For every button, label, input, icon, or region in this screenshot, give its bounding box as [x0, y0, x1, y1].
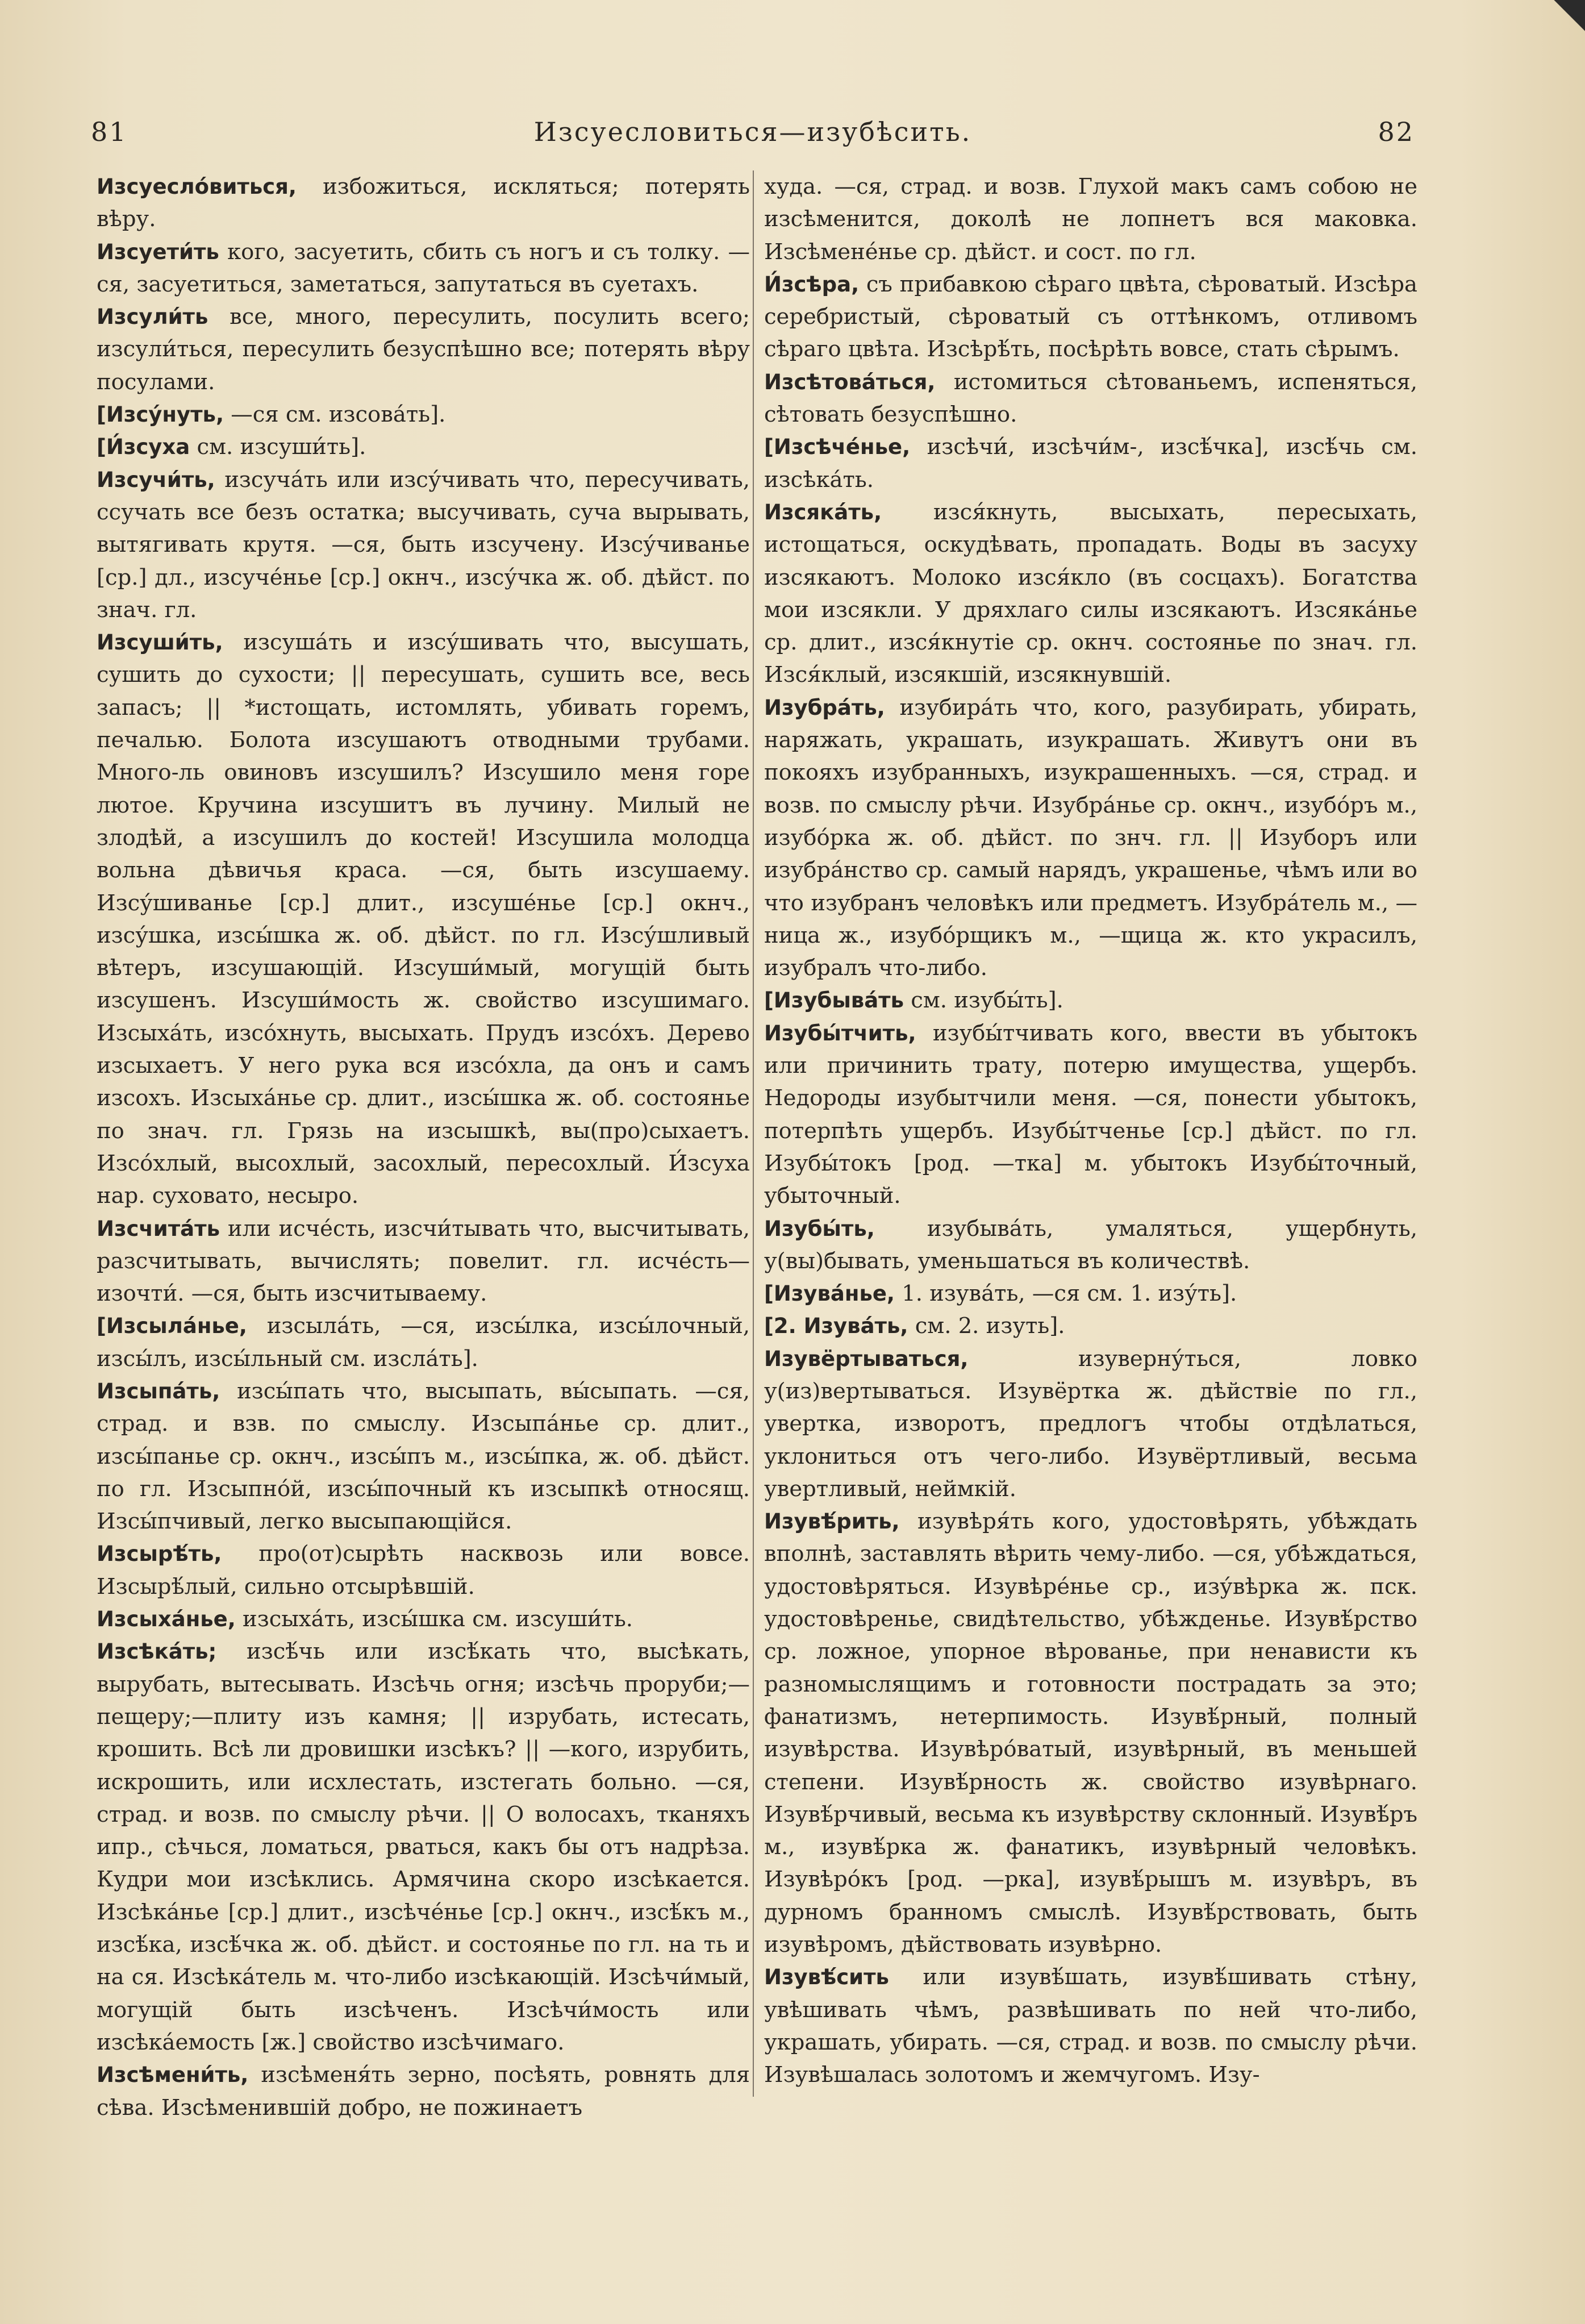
entry-headword: Изсѣмени́ть, [97, 2063, 249, 2088]
entry-headword: Изубы́ть, [764, 1216, 875, 1241]
dictionary-entry [764, 1310, 1417, 1342]
entry-headword: [Изува́нье, [764, 1281, 895, 1306]
dictionary-entry [97, 1375, 750, 1538]
entry-headword: Изувёртываться, [764, 1346, 969, 1371]
entry-definition: или исче́сть, изсчи́тывать что, высчитывать, разсчитывать, вычислять; повелит. гл. исче́сть—изочти́. —ся, быть изсчитываему. [97, 1215, 750, 1307]
dictionary-entry [764, 1277, 1417, 1310]
entry-headword: Изсуши́ть, [97, 630, 223, 655]
dictionary-entry [97, 1635, 750, 2059]
entry-headword: [2. Изува́ть, [764, 1314, 908, 1339]
entry-headword: [Изсу́нуть, [97, 402, 224, 427]
dictionary-entry [764, 170, 1417, 268]
entry-definition: изувѣря́ть кого, удостовѣрять, убѣждать вполнѣ, заставлять вѣрить чему-либо. —ся, убѣждаться, удостовѣряться. Изувѣре́нье ср., изу́вѣрка ж. пск. удостовѣренье, свидѣтельство, убѣжденье. Изувѣ́рство ср. ложное, упорное вѣрованье, при ненависти къ разномыслящимъ и готовности пострадать за это; фанатизмъ, нетерпимость. Изувѣ́рный, полный изувѣрства. Изувѣро́ватый, изувѣрный, въ меньшей степени. Изувѣ́рность ж. свойство изувѣрнаго. Изувѣ́рчивый, весьма къ изувѣрству склонный. Изувѣ́ръ м., изувѣ́рка ж. фанатикъ, изувѣрный человѣкъ. Изувѣро́къ [род. —рка], изувѣ́рышъ м. изувѣръ, въ дурномъ бранномъ смыслѣ. Изувѣ́рствовать, быть изувѣромъ, дѣйствовать изувѣрно. [764, 1509, 1417, 1958]
entry-headword: Изсыха́нье, [97, 1607, 236, 1632]
page-header [91, 116, 1415, 162]
entry-headword: Изсуети́ть [97, 239, 219, 264]
dictionary-entry [764, 1961, 1417, 2091]
entry-headword: И́зсѣра, [764, 272, 860, 297]
entry-definition: —ся см. изсова́ть]. [224, 402, 446, 428]
dictionary-entry [97, 626, 750, 1212]
dictionary-entry [97, 1603, 750, 1635]
entry-definition: изсуша́ть и изсу́шивать что, высушать, сушить до сухости; || пересушать, сушить все, весь запасъ; || *истощать, истомлять, убивать горемъ, печалью. Болота изсушаютъ отводными трубами. Много-ль овиновъ изсушилъ? Изсушило меня горе лютое. Кручина изсушитъ въ лучину. Милый не злодѣй, а изсушилъ до костей! Изсушила молодца вольна дѣвичья краса. —ся, быть изсушаему. Изсу́шиванье [ср.] длит., изсуше́нье [ср.] окнч., изсу́шка, изсы́шка ж. об. дѣйст. по гл. Изсу́шливый вѣтеръ, изсушающій. Изсуши́мый, могущій быть изсушенъ. Изсуши́мость ж. свойство изсушимаго. Изсыха́ть, изсо́хнуть, высыхать. Прудъ изсо́хъ. Дерево изсыхаетъ. У него рука вся изсо́хла, да онъ и самъ изсохъ. Изсыха́нье ср. длит., изсы́шка ж. об. состоянье по знач. гл. Грязь на изсышкѣ, вы(про)сыхаетъ. Изсо́хлый, высохлый, засохлый, пересохлый. И́зсуха нар. суховато, несыро. [97, 630, 750, 1209]
entry-definition: изубы́тчивать кого, ввести въ убытокъ или причинить трату, потерю имущества, ущербъ. Недороды изубытчили меня. —ся, понести убытокъ, потерпѣть ущербъ. Изубы́тченье [ср.] дѣйст. по гл. Изубы́токъ [род. —тка] м. убытокъ Изубы́точный, убыточный. [764, 1020, 1417, 1209]
dictionary-entry [764, 268, 1417, 366]
entry-definition: изсы́пать что, высыпать, вы́сыпать. —ся, страд. и взв. по смыслу. Изсыпа́нье ср. длит., изсы́панье ср. окнч., изсы́пъ м., изсы́пка, ж. об. дѣйст. по гл. Изсыпно́й, изсы́почный къ изсыпкѣ относящ. Изсы́пчивый, легко высыпающійся. [97, 1378, 750, 1535]
entry-definition: про(от)сырѣть насквозь или вовсе. Изсырѣ́лый, сильно отсырѣвшій. [97, 1541, 750, 1600]
entry-definition: кого, засуетить, сбить съ ногъ и съ толку. —ся, засуетиться, заметаться, запутаться въ суетахъ. [97, 239, 750, 297]
entry-headword: [Изсѣче́нье, [764, 435, 911, 460]
dictionary-entry [764, 1213, 1417, 1278]
entry-headword: [Изубыва́ть [764, 988, 904, 1013]
entry-headword: Изувѣ́сить [764, 1965, 889, 1990]
page-number-left: 81 [91, 116, 128, 147]
entry-definition: истомиться сѣтованьемъ, испеняться, сѣтовать безуспѣшно. [764, 369, 1417, 428]
entry-definition: изся́кнуть, высыхать, пересыхать, истощаться, оскудѣвать, пропадать. Воды въ засуху изсякаютъ. Молоко изся́кло (въ сосцахъ). Богатства мои изсякли. У дряхлаго силы изсякаютъ. Изсяка́нье ср. длит., изся́кнутіе ср. окнч. состоянье по знач. гл. Изся́клый, изсякшій, изсякнувшій. [764, 499, 1417, 688]
entry-definition: см. 2. изуть]. [908, 1313, 1065, 1339]
entry-definition: изуверну́ться, ловко у(из)вертываться. Изувёртка ж. дѣйствіе по гл., увертка, изворотъ, предлогъ чтобы отдѣлаться, уклониться отъ чего-либо. Изувёртливый, весьма увертливый, неймкій. [764, 1346, 1417, 1502]
entry-definition: изсыла́ть, —ся, изсы́лка, изсы́лочный, изсы́лъ, изсы́льный см. изсла́ть]. [97, 1313, 750, 1372]
dictionary-entry [764, 1017, 1417, 1213]
entry-headword: [Изсыла́нье, [97, 1314, 247, 1339]
left-column [97, 170, 750, 2290]
running-title: Изсуесловиться—изубѣсить. [533, 116, 972, 147]
entry-headword: [И́зсуха [97, 435, 190, 460]
entry-definition: съ прибавкою сѣраго цвѣта, сѣроватый. Изсѣра серебристый, сѣроватый съ оттѣнкомъ, отливомъ сѣраго цвѣта. Изсѣрѣ́ть, посѣрѣть вовсе, стать сѣрымъ. [764, 271, 1417, 363]
dictionary-entry [97, 1213, 750, 1310]
entry-definition: 1. изува́ть, —ся см. 1. изу́ть]. [895, 1281, 1237, 1307]
dictionary-entry [764, 431, 1417, 496]
entry-headword: Изсули́ть [97, 305, 208, 330]
dictionary-entry [764, 496, 1417, 692]
entry-definition: изсѣчи́, изсѣчи́м-, изсѣ́чка], изсѣ́чь см. изсѣка́ть. [764, 434, 1417, 493]
page-corner-mark [1551, 0, 1585, 34]
dictionary-entry [97, 398, 750, 431]
entry-headword: Изсчита́ть [97, 1216, 220, 1241]
dictionary-entry [764, 1505, 1417, 1961]
entry-headword: Изсуесло́виться, [97, 174, 297, 199]
dictionary-entry [764, 366, 1417, 431]
entry-headword: Изсѣтова́ться, [764, 369, 936, 394]
entry-headword: Изубра́ть, [764, 695, 885, 720]
dictionary-entry [764, 984, 1417, 1017]
entry-headword: Изсѣка́ть; [97, 1639, 217, 1664]
entry-definition: изсѣ́чь или изсѣ́кать что, высѣкать, вырубать, вытесывать. Изсѣчь огня; изсѣчь проруби;—пещеру;—плиту изъ камня; || изрубать, истесать, крошить. Всѣ ли дровишки изсѣкъ? || —кого, изрубить, искрошить, или исхлестать, изстегать больно. —ся, страд. и возв. по смыслу рѣчи. || О волосахъ, тканяхъ ипр., сѣчься, ломаться, рваться, какъ бы отъ надрѣза. Кудри мои изсѣклись. Армячина скоро изсѣкается. Изсѣка́нье [ср.] длит., изсѣче́нье [ср.] окнч., изсѣ́къ м., изсѣ́ка, изсѣ́чка ж. об. дѣйст. и состоянье по гл. на ть и на ся. Изсѣка́тель м. что-либо изсѣкающій. Изсѣчи́мый, могущій быть изсѣченъ. Изсѣчи́мость или изсѣка́емость [ж.] свойство изсѣчимаго. [97, 1639, 750, 2055]
entry-headword: Изсяка́ть, [764, 499, 882, 524]
dictionary-entry [97, 464, 750, 626]
dictionary-entry [97, 2059, 750, 2124]
entry-definition: см. изубы́ть]. [904, 988, 1063, 1014]
entry-definition: изубира́ть что, кого, разубирать, убирать, наряжать, украшать, изукрашать. Живутъ они въ покояхъ изубранныхъ, изукрашенныхъ. —ся, страд. и возв. по смыслу рѣчи. Изубра́нье ср. окнч., изубо́ръ м., изубо́рка ж. об. дѣйст. по знч. гл. || Изуборъ или изубра́нство ср. самый нарядъ, украшенье, чѣмъ или во что изубранъ человѣкъ или предметъ. Изубра́тель м., —ница ж., изубо́рщикъ м., —щица ж. кто украсилъ, изубралъ что-либо. [764, 694, 1417, 981]
entry-headword: Изсыпа́ть, [97, 1378, 220, 1403]
column-divider [753, 170, 754, 2097]
dictionary-entry [97, 170, 750, 236]
entry-definition: изубыва́ть, умаляться, ущербнуть, у(вы)бывать, уменьшаться въ количествѣ. [764, 1215, 1417, 1274]
entry-definition: все, много, пересулить, посулить всего; изсули́ться, пересулить безуспѣшно все; потерять вѣру посулами. [97, 304, 750, 395]
entry-definition: изсуча́ть или изсу́чивать что, пересучивать, ссучать все безъ остатка; высучивать, суча вырывать, вытягивать крутя. —ся, быть изсучену. Изсу́чиванье [ср.] дл., изсуче́нье [ср.] окнч., изсу́чка ж. об. дѣйст. по знач. гл. [97, 467, 750, 623]
entry-headword: Изубы́тчить, [764, 1021, 916, 1046]
dictionary-entry [764, 1343, 1417, 1505]
entry-headword: Изувѣ́рить, [764, 1509, 900, 1534]
entry-definition: изсыха́ть, изсы́шка см. изсуши́ть. [235, 1606, 633, 1632]
entry-definition: худа. —ся, страд. и возв. Глухой макъ самъ собою не изсѣменится, доколѣ не лопнетъ вся маковка. Изсѣменéнье ср. дѣйст. и сост. по гл. [764, 174, 1417, 265]
entry-headword: Изсучи́ть, [97, 467, 215, 492]
dictionary-entry [764, 692, 1417, 985]
dictionary-entry [97, 236, 750, 301]
entry-definition: избожиться, искляться; потерять вѣру. [97, 174, 750, 232]
dictionary-entry [97, 1538, 750, 1603]
entry-headword: Изсырѣ́ть, [97, 1542, 222, 1567]
dictionary-entry [97, 431, 750, 463]
page-number-right: 82 [1378, 116, 1415, 147]
entry-definition: изсѣменя́ть зерно, посѣять, ровнять для сѣва. Изсѣменившій добро, не пожинаетъ [97, 2062, 750, 2121]
entry-definition: или изувѣ́шать, изувѣ́шивать стѣну, увѣшивать чѣмъ, развѣшивать по ней что-либо, украшать, убирать. —ся, страд. и возв. по смыслу рѣчи. Изувѣшалась золотомъ и жемчугомъ. Изу- [764, 1964, 1417, 2088]
dictionary-entry [97, 301, 750, 398]
entry-definition: см. изсуши́ть]. [190, 434, 366, 460]
dictionary-entry [97, 1310, 750, 1375]
right-column [764, 170, 1417, 2290]
